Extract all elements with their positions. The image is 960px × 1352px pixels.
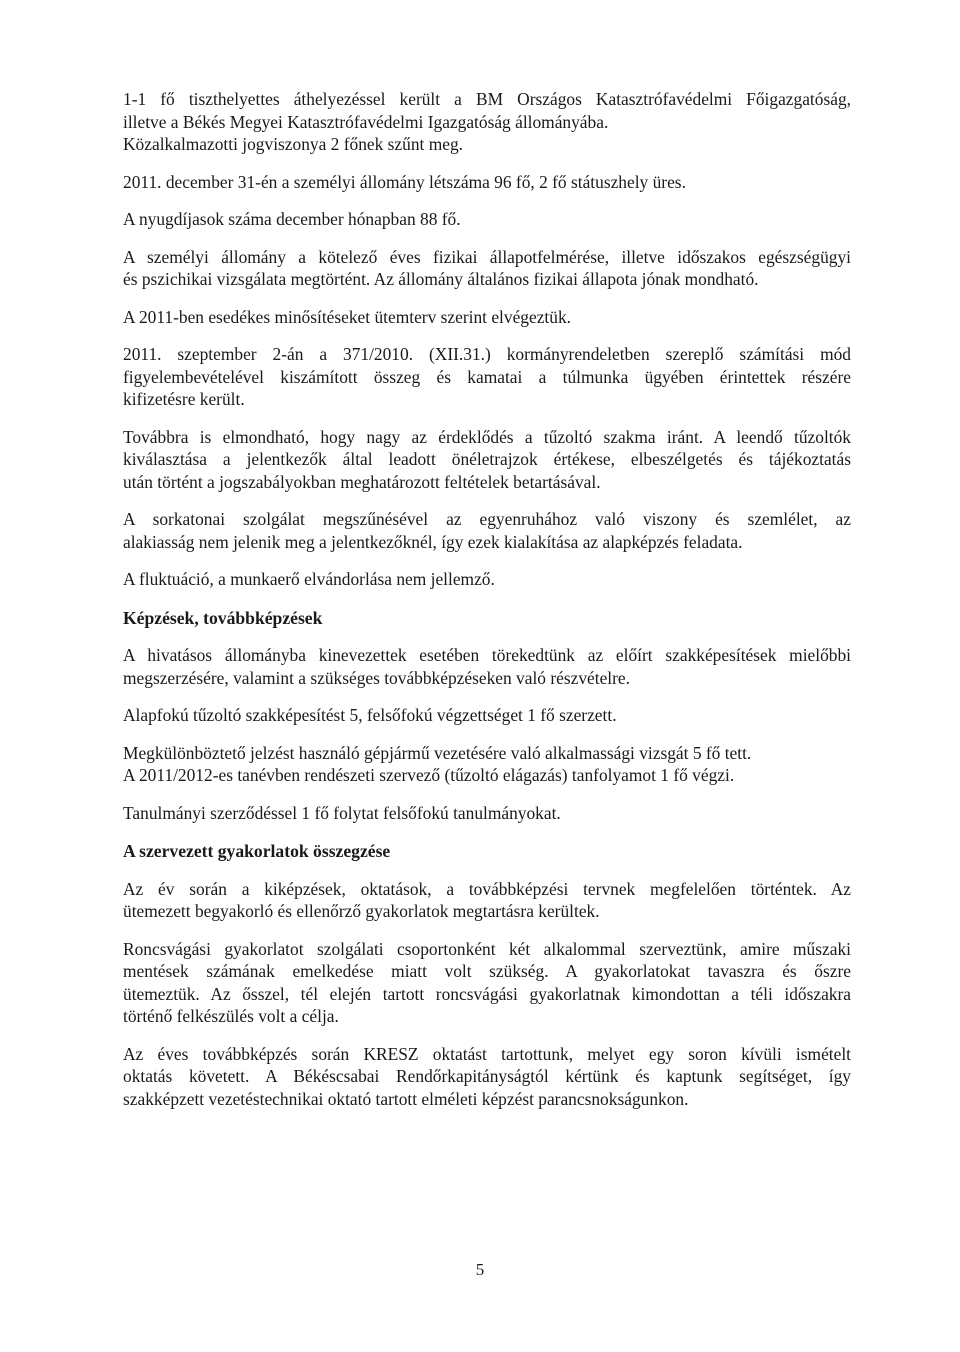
- text-line: és pszichikai vizsgálata megtörtént. Az állomány általános fizikai állapota jónak mondható.: [123, 269, 759, 289]
- section-heading: [123, 607, 851, 630]
- text-line: A személyi állomány a kötelező éves fizikai állapotfelmérése, illetve időszakos egészségügyi: [123, 246, 851, 267]
- text-line: szakképzett vezetéstechnikai oktató tartott elméleti képzést parancsnokságunkon.: [123, 1088, 689, 1109]
- paragraph: [123, 1043, 851, 1111]
- paragraph: [123, 938, 851, 1028]
- text-line: oktatás követett. A Békéscsabai Rendőrkapitányságtól kértünk és kaptunk segítséget, így: [123, 1066, 851, 1086]
- page-number: 5: [475, 1260, 485, 1279]
- text-line: A 2011/2012-es tanévben rendészeti szervező (tűzoltó elágazás) tanfolyamot 1 fő végzi.: [123, 765, 735, 785]
- paragraph: [123, 208, 851, 231]
- paragraph: [123, 88, 851, 156]
- text-line: A 2011-ben esedékes minősítéseket ütemterv szerint elvégeztük.: [123, 306, 571, 327]
- text-line: ütemezett begyakorló és ellenőrző gyakorlatok megtartásra kerültek.: [123, 901, 600, 921]
- text-line: Tanulmányi szerződéssel 1 fő folytat felsőfokú tanulmányokat.: [123, 802, 561, 823]
- paragraph: [123, 306, 851, 329]
- section-heading: [123, 840, 851, 863]
- text-line: A fluktuáció, a munkaerő elvándorlása nem jellemző.: [123, 569, 495, 589]
- text-line: Az év során a kiképzések, oktatások, a továbbképzési tervnek megfelelően történtek. Az: [123, 878, 851, 899]
- text-line: illetve a Békés Megyei Katasztrófavédelmi Igazgatóság állományába.: [123, 111, 609, 132]
- text-line: 1-1 fő tiszthelyettes áthelyezéssel került a BM Országos Katasztrófavédelmi Főigazgatóság,: [123, 89, 851, 109]
- text-line: A hivatásos állományba kinevezettek esetében törekedtünk az előírt szakképesítések mielőbbi: [123, 645, 851, 665]
- text-line: mentések számának emelkedése miatt volt szükség. A gyakorlatokat tavaszra és őszre: [123, 961, 851, 981]
- text-line: A sorkatonai szolgálat megszűnésével az egyenruhához való viszony és szemlélet, az: [123, 509, 851, 529]
- heading-text: A szervezett gyakorlatok összegzése: [123, 841, 391, 861]
- paragraph: [123, 704, 851, 727]
- paragraph: [123, 246, 851, 291]
- paragraph: [123, 802, 851, 825]
- paragraph: [123, 568, 851, 591]
- text-line: figyelembevételével kiszámított összeg és kamatai a túlmunka ügyében érintettek részére: [123, 366, 851, 387]
- text-line: A nyugdíjasok száma december hónapban 88 fő.: [123, 209, 461, 229]
- document-body: [123, 88, 851, 1110]
- text-line: Az éves továbbképzés során KRESZ oktatást tartottunk, melyet egy soron kívüli ismételt: [123, 1043, 851, 1064]
- paragraph: [123, 644, 851, 689]
- paragraph: [123, 426, 851, 494]
- text-line: kifizetésre került.: [123, 389, 245, 409]
- text-line: Közalkalmazotti jogviszonya 2 főnek szűnt meg.: [123, 134, 463, 154]
- text-line: után történt a jogszabályokban meghatározott feltételek betartásával.: [123, 471, 601, 492]
- paragraph: [123, 171, 851, 194]
- text-line: alakiasság nem jelenik meg a jelentkezőknél, így ezek kialakítása az alapképzés feladata.: [123, 531, 743, 552]
- paragraph: [123, 878, 851, 923]
- text-line: Megkülönböztető jelzést használó gépjármű vezetésére való alkalmassági vizsgát 5 fő tett.: [123, 742, 752, 763]
- heading-text: Képzések, továbbképzések: [123, 607, 323, 628]
- text-line: Roncsvágási gyakorlatot szolgálati csoportonként két alkalommal szerveztünk, amire műszaki: [123, 938, 851, 959]
- text-line: történő felkészülés volt a célja.: [123, 1006, 339, 1026]
- text-line: kiválasztása a jelentkezők által leadott önéletrajzok értékese, elbeszélgetés és tájékoztatás: [123, 449, 851, 469]
- text-line: 2011. december 31-én a személyi állomány létszáma 96 fő, 2 fő státuszhely üres.: [123, 171, 686, 192]
- text-line: megszerzésére, valamint a szükséges továbbképzéseken való részvételre.: [123, 667, 630, 688]
- text-line: ütemeztük. Az ősszel, tél elején tartott roncsvágási gyakorlatnak kimondottan a téli időszakra: [123, 983, 851, 1004]
- paragraph: [123, 742, 851, 787]
- paragraph: [123, 508, 851, 553]
- text-line: Alapfokú tűzoltó szakképesítést 5, felsőfokú végzettséget 1 fő szerzett.: [123, 705, 617, 725]
- paragraph: [123, 343, 851, 411]
- text-line: 2011. szeptember 2-án a 371/2010. (XII.31.) kormányrendeletben szereplő számítási mód: [123, 344, 851, 364]
- text-line: Továbbra is elmondható, hogy nagy az érdeklődés a tűzoltó szakma iránt. A leendő tűzoltók: [123, 426, 851, 447]
